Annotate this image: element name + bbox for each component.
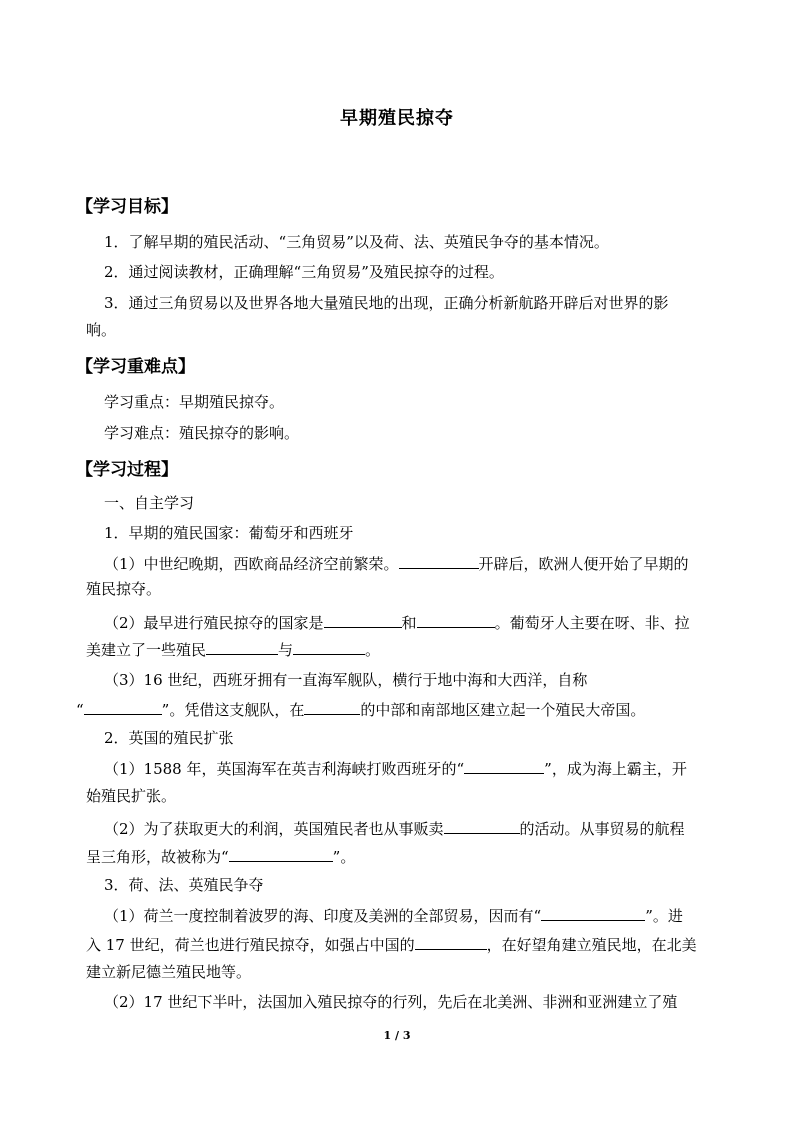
- question-1-line-1: [104, 552, 689, 574]
- fill-blank[interactable]: [541, 904, 645, 921]
- question-text: 。: [365, 641, 381, 659]
- question-text: ”。进: [645, 907, 683, 925]
- goal-item-2: 2．通过阅读教材，正确理解“三角贸易”及殖民掠夺的过程。: [104, 263, 504, 281]
- page-number: 1 / 3: [383, 1029, 411, 1042]
- fill-blank[interactable]: [464, 757, 544, 774]
- question-5-line-1: [104, 817, 685, 839]
- question-text: 和: [401, 614, 417, 632]
- question-6-line-3: 建立新尼德兰殖民地等。: [86, 963, 252, 981]
- question-2-line-1: [104, 611, 690, 633]
- keypoint-difficulty: 学习难点：殖民掠夺的影响。: [104, 424, 300, 442]
- question-text: 入 17 世纪，荷兰也进行殖民掠夺，如强占中国的: [86, 936, 415, 954]
- question-text: 呈三角形，故被称为“: [86, 848, 229, 866]
- fill-blank[interactable]: [417, 611, 495, 628]
- page-title: 早期殖民掠夺: [340, 108, 454, 129]
- question-text: ”。: [332, 848, 356, 866]
- question-3-line-2: [76, 698, 645, 720]
- topic-heading-1: 1．早期的殖民国家：葡萄牙和西班牙: [104, 524, 354, 542]
- question-text: 与: [278, 641, 294, 659]
- fill-blank[interactable]: [444, 817, 520, 834]
- question-text: ，在好望角建立殖民地，在北美: [486, 936, 697, 954]
- question-4-line-1: [104, 757, 687, 779]
- subsection-self-study: 一、自主学习: [104, 494, 195, 512]
- question-text: （1）荷兰一度控制着波罗的海、印度及美洲的全部贸易，因而有“: [104, 907, 542, 925]
- question-4-line-2: 始殖民扩张。: [86, 787, 177, 805]
- question-6-line-1: [104, 904, 683, 926]
- section-heading-goals: 【学习目标】: [76, 197, 178, 217]
- question-text: （1）中世纪晚期，西欧商品经济空前繁荣。: [104, 555, 399, 573]
- question-text: 。葡萄牙人主要在呀、非、拉: [494, 614, 690, 632]
- fill-blank[interactable]: [293, 638, 365, 655]
- question-text: 的活动。从事贸易的航程: [519, 820, 685, 838]
- fill-blank[interactable]: [415, 933, 487, 950]
- question-7-line-1: （2）17 世纪下半叶，法国加入殖民掠夺的行列，先后在北美洲、非洲和亚洲建立了殖: [104, 993, 678, 1011]
- fill-blank[interactable]: [84, 698, 162, 715]
- question-2-line-2: [86, 638, 380, 660]
- section-heading-keypoints: 【学习重难点】: [76, 357, 195, 377]
- goal-item-1: 1．了解早期的殖民活动、“三角贸易”以及荷、法、英殖民争夺的基本情况。: [104, 233, 609, 251]
- fill-blank[interactable]: [324, 611, 402, 628]
- question-text: 开辟后，欧洲人便开始了早期的: [478, 555, 689, 573]
- question-text: “: [76, 701, 84, 719]
- question-text: ”，成为海上霸主，开: [544, 760, 687, 778]
- section-heading-process: 【学习过程】: [76, 460, 178, 480]
- topic-heading-2: 2．英国的殖民扩张: [104, 729, 234, 747]
- question-text: （2）最早进行殖民掠夺的国家是: [104, 614, 324, 632]
- fill-blank[interactable]: [304, 698, 360, 715]
- fill-blank[interactable]: [399, 552, 479, 569]
- keypoint-focus: 学习重点：早期殖民掠夺。: [104, 393, 285, 411]
- goal-item-3-cont: 响。: [86, 321, 117, 339]
- question-5-line-2: [86, 845, 355, 867]
- question-1-line-2: 殖民掠夺。: [86, 580, 162, 598]
- fill-blank[interactable]: [206, 638, 278, 655]
- question-3-line-1: （3）16 世纪，西班牙拥有一直海军舰队，横行于地中海和大西洋，自称: [104, 671, 588, 689]
- topic-heading-3: 3．荷、法、英殖民争夺: [104, 876, 264, 894]
- question-6-line-2: [86, 933, 697, 955]
- question-text: （2）为了获取更大的利润，英国殖民者也从事贩卖: [104, 820, 444, 838]
- question-text: 美建立了一些殖民: [86, 641, 207, 659]
- question-text: （1）1588 年，英国海军在英吉利海峡打败西班牙的“: [104, 760, 465, 778]
- goal-item-3: 3．通过三角贸易以及世界各地大量殖民地的出现，正确分析新航路开辟后对世界的影: [104, 294, 669, 312]
- fill-blank[interactable]: [229, 845, 333, 862]
- question-text: ”。凭借这支舰队，在: [161, 701, 305, 719]
- question-text: 的中部和南部地区建立起一个殖民大帝国。: [360, 701, 646, 719]
